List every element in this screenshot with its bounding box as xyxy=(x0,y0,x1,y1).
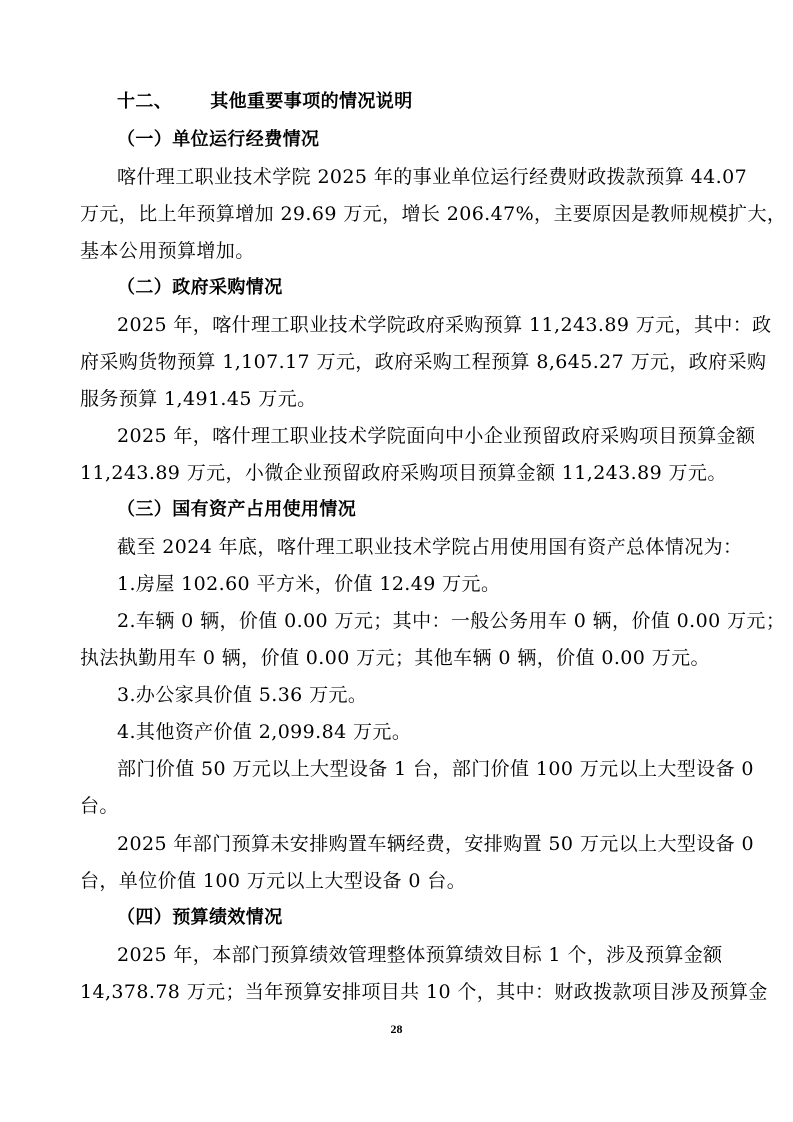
page-number: 28 xyxy=(390,1022,403,1036)
paragraph-line: 2025 年，喀什理工职业技术学院面向中小企业预留政府采购项目预算金额 xyxy=(117,425,756,447)
paragraph-line: 14,378.78 万元；当年预算安排项目共 10 个，其中：财政拨款项目涉及预算金 xyxy=(80,981,768,1003)
paragraph-line: 万元，比上年预算增加 29.69 万元，增长 206.47%，主要原因是教师规模扩大， xyxy=(80,203,787,225)
paragraph-line: 11,243.89 万元，小微企业预留政府采购项目预算金额 11,243.89 万元。 xyxy=(80,462,727,484)
list-item: 4.其他资产价值 2,099.84 万元。 xyxy=(117,721,412,743)
paragraph-line: 府采购货物预算 1,107.17 万元，政府采购工程预算 8,645.27 万元，政府采购 xyxy=(80,351,767,373)
paragraph-line: 台。 xyxy=(80,795,119,817)
paragraph-line: 服务预算 1,491.45 万元。 xyxy=(80,388,317,410)
paragraph-line: 台，单位价值 100 万元以上大型设备 0 台。 xyxy=(80,870,467,892)
paragraph-line: 2025 年，本部门预算绩效管理整体预算绩效目标 1 个，涉及预算金额 xyxy=(117,944,723,966)
paragraph-line: 部门价值 50 万元以上大型设备 1 台，部门价值 100 万元以上大型设备 0 xyxy=(117,758,754,780)
list-item: 1.房屋 102.60 平方米，价值 12.49 万元。 xyxy=(117,573,501,595)
paragraph-line: 2025 年部门预算未安排购置车辆经费，安排购置 50 万元以上大型设备 0 xyxy=(117,833,754,855)
list-item-continuation: 执法执勤用车 0 辆，价值 0.00 万元；其他车辆 0 辆，价值 0.00 万元。 xyxy=(80,647,710,669)
section-number: 十二、 xyxy=(117,91,173,112)
subheading-4: （四）预算绩效情况 xyxy=(117,907,283,928)
subheading-1: （一）单位运行经费情况 xyxy=(117,129,320,150)
subheading-2: （二）政府采购情况 xyxy=(117,277,283,298)
subheading-3: （三）国有资产占用使用情况 xyxy=(117,499,357,520)
list-item: 2.车辆 0 辆，价值 0.00 万元；其中：一般公务用车 0 辆，价值 0.00 万元； xyxy=(117,610,786,632)
paragraph-line: 基本公用预算增加。 xyxy=(80,240,255,262)
section-heading xyxy=(117,88,757,116)
section-title: 其他重要事项的情况说明 xyxy=(210,91,413,112)
paragraph-line: 截至 2024 年底，喀什理工职业技术学院占用使用国有资产总体情况为： xyxy=(117,536,743,558)
list-item: 3.办公家具价值 5.36 万元。 xyxy=(117,684,368,706)
paragraph-line: 2025 年，喀什理工职业技术学院政府采购预算 11,243.89 万元，其中：政 xyxy=(117,314,772,336)
paragraph-line: 喀什理工职业技术学院 2025 年的事业单位运行经费财政拨款预算 44.07 xyxy=(117,166,748,188)
